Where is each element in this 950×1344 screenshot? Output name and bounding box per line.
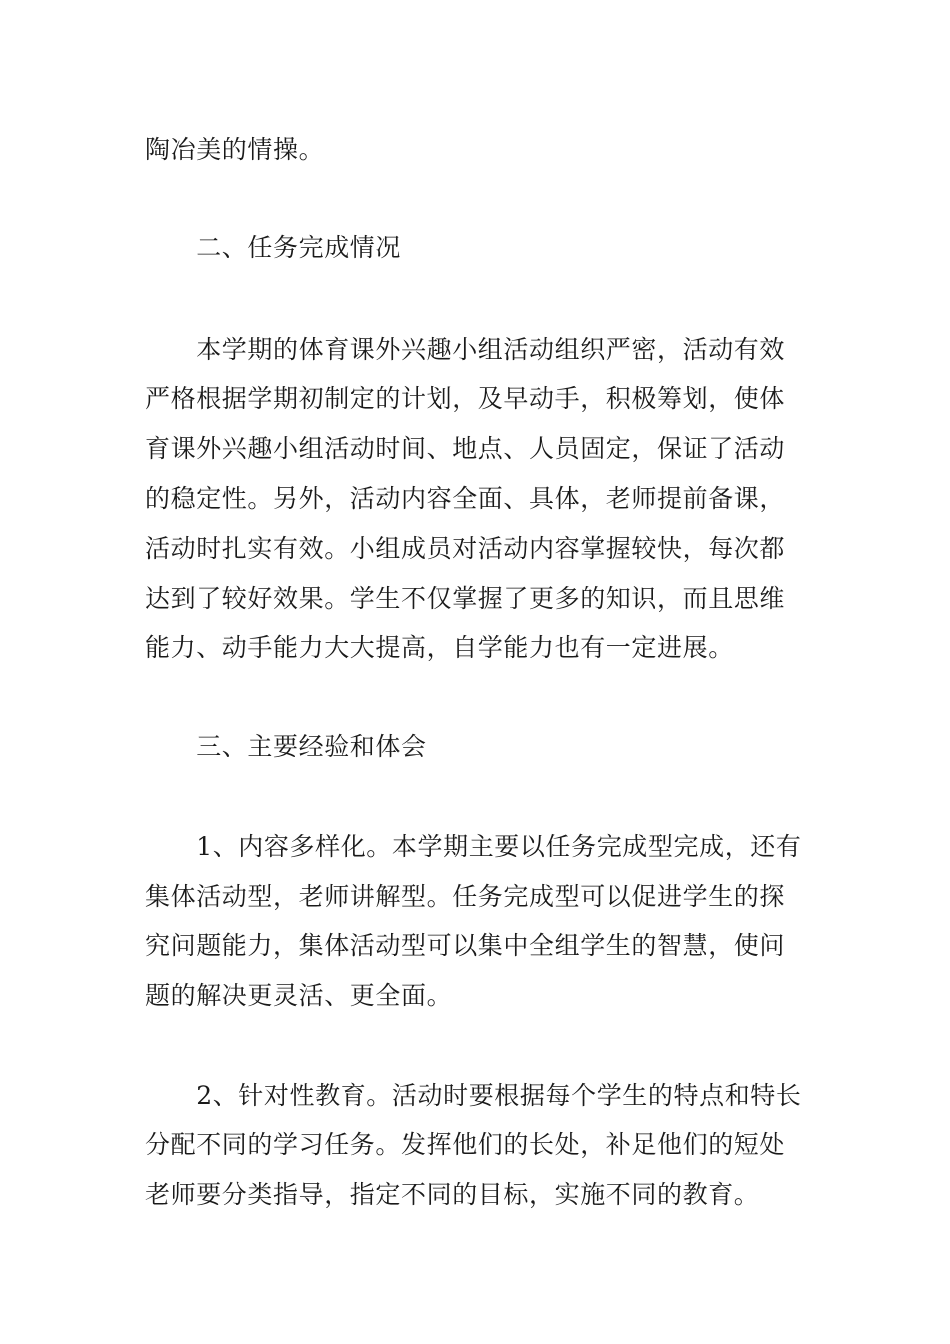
paragraph-line: 1、内容多样化。本学期主要以任务完成型完成，还有: [145, 832, 802, 861]
paragraph-line: 活动时扎实有效。小组成员对活动内容掌握较快，每次都: [145, 534, 786, 563]
paragraph-line: 陶冶美的情操。: [145, 135, 325, 164]
paragraph-line: 本学期的体育课外兴趣小组活动组织严密，活动有效: [145, 335, 786, 364]
paragraph-line: 老师要分类指导，指定不同的目标，实施不同的教育。: [145, 1180, 760, 1209]
paragraph-line: 的稳定性。另外，活动内容全面、具体，老师提前备课，: [145, 484, 786, 513]
section-heading: 二、任务完成情况: [145, 233, 402, 262]
paragraph-line: 题的解决更灵活、更全面。: [145, 981, 453, 1010]
paragraph-line: 2、针对性教育。活动时要根据每个学生的特点和特长: [145, 1081, 802, 1110]
paragraph-line: 育课外兴趣小组活动时间、地点、人员固定，保证了活动: [145, 434, 786, 463]
paragraph-line: 严格根据学期初制定的计划，及早动手，积极筹划，使体: [145, 384, 786, 413]
paragraph-line: 达到了较好效果。学生不仅掌握了更多的知识，而且思维: [145, 584, 786, 613]
paragraph-line: 分配不同的学习任务。发挥他们的长处，补足他们的短处: [145, 1130, 786, 1159]
paragraph-line: 集体活动型，老师讲解型。任务完成型可以促进学生的探: [145, 882, 786, 911]
paragraph-line: 究问题能力，集体活动型可以集中全组学生的智慧，使问: [145, 931, 786, 960]
section-heading: 三、主要经验和体会: [145, 732, 427, 761]
paragraph-line: 能力、动手能力大大提高，自学能力也有一定进展。: [145, 633, 734, 662]
